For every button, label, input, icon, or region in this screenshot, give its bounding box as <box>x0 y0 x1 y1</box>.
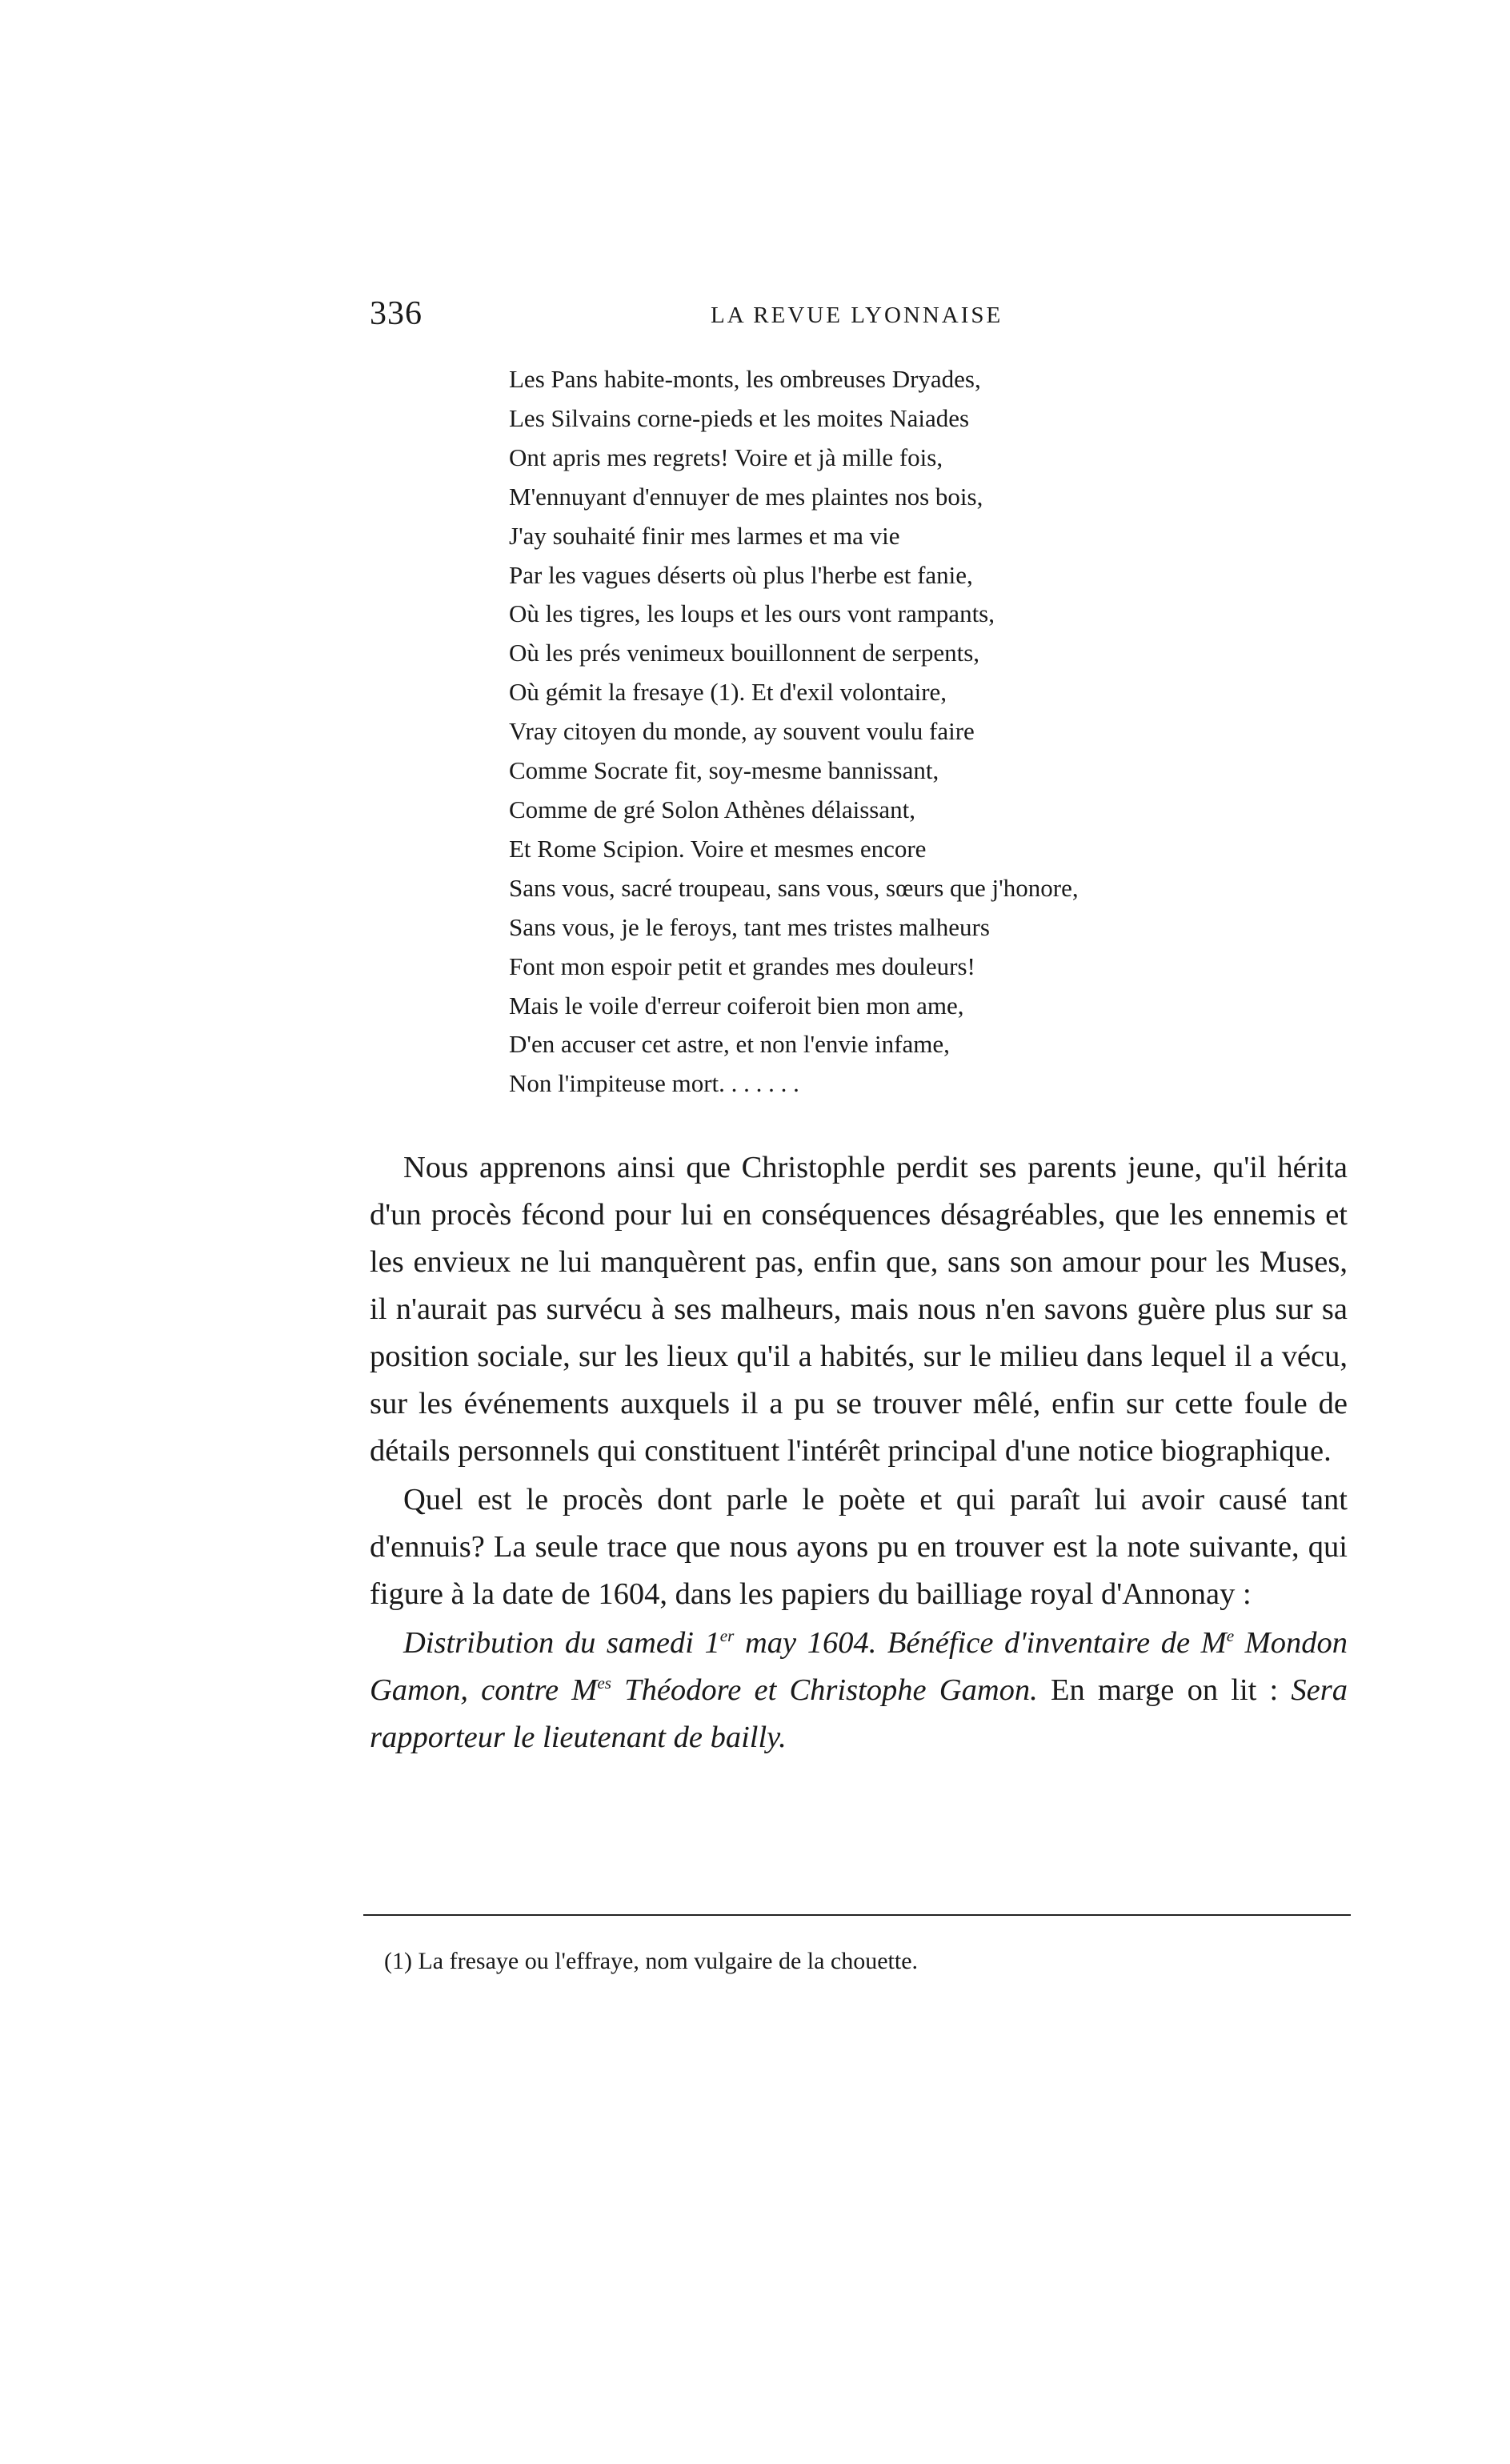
poem-line: Les Pans habite-monts, les ombreuses Dryades, <box>509 365 981 393</box>
running-title: LA REVUE LYONNAISE <box>711 302 1003 328</box>
poem-line: M'ennuyant d'ennuyer de mes plaintes nos bois, <box>509 482 983 511</box>
poem <box>509 360 1079 1104</box>
footnote-divider <box>363 1914 1351 1916</box>
poem-line: J'ay souhaité finir mes larmes et ma vie <box>509 521 900 550</box>
citation-text: Mondon Gamon, contre M <box>370 1626 1348 1707</box>
citation-text: may 1604. Bénéfice d'inventaire de M <box>734 1626 1227 1660</box>
poem-line: Les Silvains corne-pieds et les moites Naiades <box>509 403 970 432</box>
poem-line: Où les tigres, les loups et les ours vont rampants, <box>509 599 995 628</box>
margin-note-intro: En marge on lit : <box>1037 1673 1292 1707</box>
poem-line: Par les vagues déserts où plus l'herbe est fanie, <box>509 560 973 589</box>
margin-note: Sera rapporteur le lieutenant de bailly. <box>370 1673 1348 1754</box>
superscript: er <box>719 1626 735 1646</box>
poem-line: Sans vous, je le feroys, tant mes tristes malheurs <box>509 912 990 941</box>
poem-line: Ont apris mes regrets! Voire et jà mille fois, <box>509 443 943 471</box>
citation-text: Théodore et Christophe Gamon. <box>611 1673 1038 1707</box>
poem-line: Mais le voile d'erreur coiferoit bien mon ame, <box>509 991 964 1020</box>
poem-line: Où les prés venimeux bouillonnent de serpents, <box>509 639 980 667</box>
poem-line: Où gémit la fresaye (1). Et d'exil volontaire, <box>509 678 947 707</box>
poem-line: Et Rome Scipion. Voire et mesmes encore <box>509 834 927 863</box>
poem-line: Non l'impiteuse mort. . . . . . . <box>509 1069 799 1098</box>
poem-line: Font mon espoir petit et grandes mes douleurs! <box>509 952 975 980</box>
superscript: e <box>1226 1626 1235 1646</box>
page-number: 336 <box>370 295 423 332</box>
poem-line: Comme Socrate fit, soy-mesme bannissant, <box>509 756 939 785</box>
footnote: (1) La fresaye ou l'effraye, nom vulgaire de la chouette. <box>384 1948 919 1974</box>
body-text <box>370 1144 1348 1761</box>
poem-line: Comme de gré Solon Athènes délaissant, <box>509 795 915 823</box>
paragraph-2: Quel est le procès dont parle le poète et qui paraît lui avoir causé tant d'ennuis? La seule trace que nous ayons pu en trouver est la note suivante, qui figure à la date de 1604, dans les papiers du bailliage royal d'Annonay : <box>370 1483 1348 1611</box>
citation-text: Distribution du samedi 1 <box>403 1626 720 1660</box>
paragraph-3 <box>370 1620 1348 1761</box>
paragraph-1: Nous apprenons ainsi que Christophle perdit ses parents jeune, qu'il hérita d'un procès fécond pour lui en conséquences désagréables, que les ennemis et les envieux ne lui manquèrent pas, enfin que, sans son amour pour les Muses, il n'aurait pas survécu à ses malheurs, mais nous n'en savons guère plus sur sa position sociale, sur les lieux qu'il a habités, sur le milieu dans lequel il a vécu, sur les événements auxquels il a pu se trouver mêlé, enfin sur cette foule de détails personnels qui constituent l'intérêt principal d'une notice biographique. <box>370 1151 1348 1468</box>
superscript: es <box>597 1673 611 1693</box>
poem-line: Sans vous, sacré troupeau, sans vous, sœurs que j'honore, <box>509 873 1079 902</box>
poem-line: Vray citoyen du monde, ay souvent voulu faire <box>509 717 975 746</box>
poem-line: D'en accuser cet astre, et non l'envie infame, <box>509 1030 950 1059</box>
